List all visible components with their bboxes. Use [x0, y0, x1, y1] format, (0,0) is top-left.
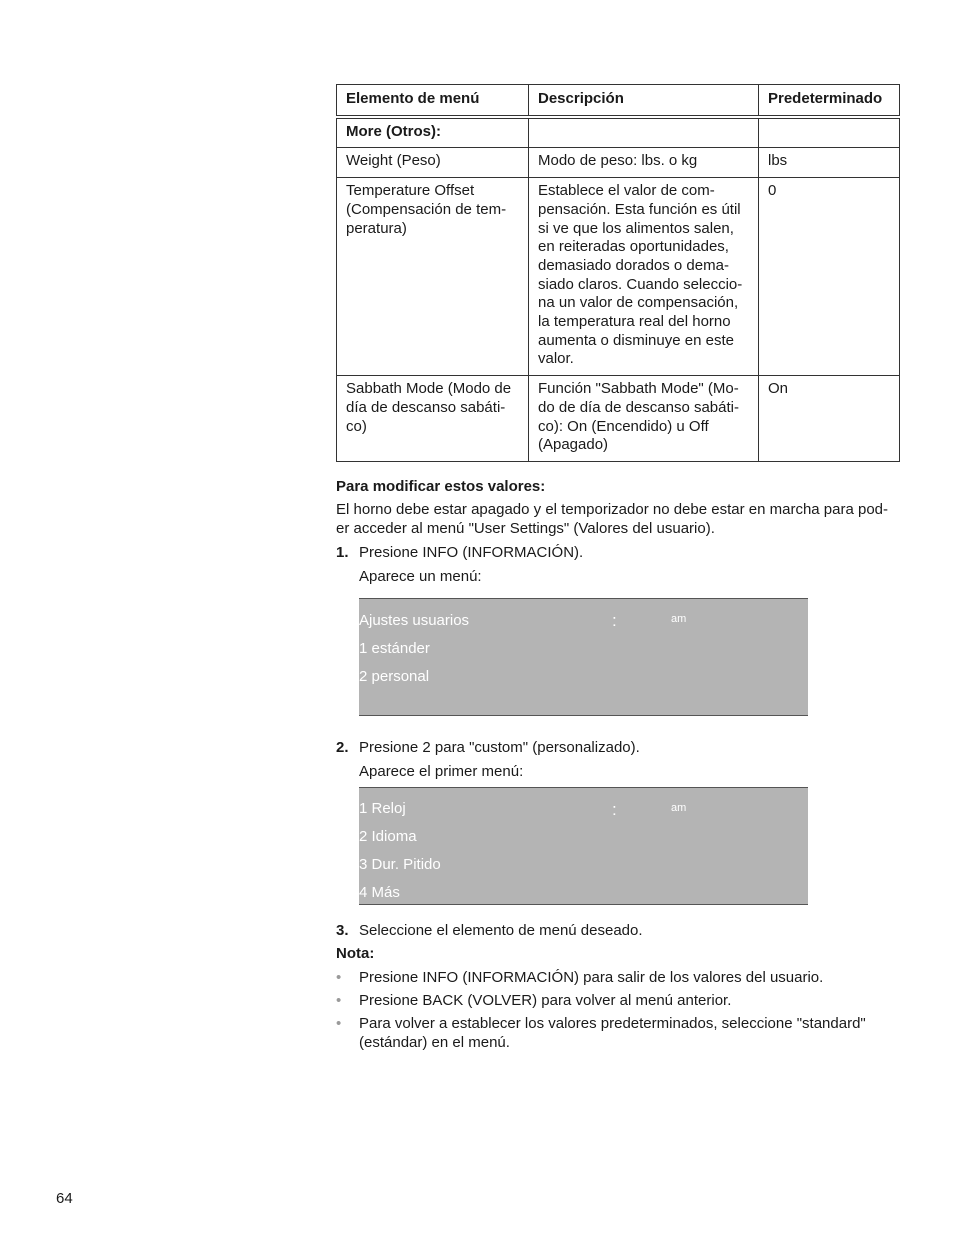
document-body	[336, 84, 899, 1052]
table-section-row	[337, 117, 900, 148]
step-3	[336, 921, 899, 940]
step-text: Presione 2 para "custom" (personalizado).	[359, 738, 640, 756]
row-default: 0	[759, 178, 900, 376]
bullet-icon: •	[336, 968, 342, 986]
bullet-text: Presione INFO (INFORMACIÓN) para salir de los valores del usuario.	[359, 968, 824, 986]
step-number: 2.	[336, 738, 349, 756]
table-row	[337, 148, 900, 178]
table-row	[337, 178, 900, 376]
step-2-note: Aparece el primer menú:	[359, 762, 524, 780]
clock-colon: :	[612, 611, 617, 630]
page-number: 64	[56, 1190, 73, 1207]
empty-cell	[759, 117, 900, 148]
screen-line: 1 Reloj	[359, 800, 406, 817]
empty-cell	[529, 117, 759, 148]
row-item: Temperature Offset (Compensación de tem-peratura)	[337, 178, 529, 376]
screen-line: 1 estánder	[359, 640, 430, 657]
step-1-note: Aparece un menú:	[359, 567, 482, 585]
display-screen-custom-menu	[359, 787, 808, 905]
clock-ampm: am	[671, 802, 687, 814]
row-description: Establece el valor de com-pensación. Esta función es útil si ve que los alimentos salen, en reiteradas oportunidades, demasiado dorados o dema-siado claros. Cuando seleccio-na un valor de compensación, la temperatura real del horno aumenta o disminuye en este valor.	[529, 178, 759, 376]
step-1	[336, 543, 899, 562]
row-item: Weight (Peso)	[337, 148, 529, 178]
clock-ampm: am	[671, 613, 687, 625]
table-row	[337, 376, 900, 462]
note-bullet	[336, 968, 899, 987]
bullet-icon: •	[336, 1014, 342, 1032]
instructions-intro: El horno debe estar apagado y el temporizador no debe estar en marcha para pod-er acceder al menú "User Settings" (Valores del usuario).	[336, 500, 889, 537]
row-description: Modo de peso: lbs. o kg	[529, 148, 759, 178]
row-default: On	[759, 376, 900, 462]
step-text: Presione INFO (INFORMACIÓN).	[359, 543, 584, 561]
header-description: Descripción	[529, 85, 759, 117]
header-menu-item: Elemento de menú	[337, 85, 529, 117]
bullet-icon: •	[336, 991, 342, 1009]
row-default: lbs	[759, 148, 900, 178]
screen-line: 2 personal	[359, 668, 430, 685]
note-bullet	[336, 1014, 899, 1052]
header-default: Predeterminado	[759, 85, 900, 117]
bullet-text: Presione BACK (VOLVER) para volver al menú anterior.	[359, 991, 732, 1009]
display-screen-user-settings	[359, 598, 808, 716]
note-label: Nota:	[336, 944, 375, 962]
row-description: Función "Sabbath Mode" (Mo-do de día de descanso sabáti-co): On (Encendido) u Off (Apagado)	[529, 376, 759, 462]
screen-line: Ajustes usuarios	[359, 612, 470, 629]
screen-line: 4 Más	[359, 884, 400, 901]
bullet-text: Para volver a establecer los valores predeterminados, seleccione "standard" (estándar) en el menú.	[359, 1014, 866, 1051]
step-text: Seleccione el elemento de menú deseado.	[359, 921, 643, 939]
section-label: More (Otros):	[337, 117, 529, 148]
screen-line: 3 Dur. Pitido	[359, 856, 441, 873]
clock-colon: :	[612, 800, 617, 819]
table-header-row	[337, 85, 900, 117]
step-2	[336, 738, 899, 757]
note-bullet	[336, 991, 899, 1010]
settings-table	[336, 84, 900, 462]
row-item: Sabbath Mode (Modo de día de descanso sabáti-co)	[337, 376, 529, 462]
step-number: 1.	[336, 543, 349, 561]
instructions-heading: Para modificar estos valores:	[336, 477, 546, 495]
step-number: 3.	[336, 921, 349, 939]
screen-line: 2 Idioma	[359, 828, 417, 845]
